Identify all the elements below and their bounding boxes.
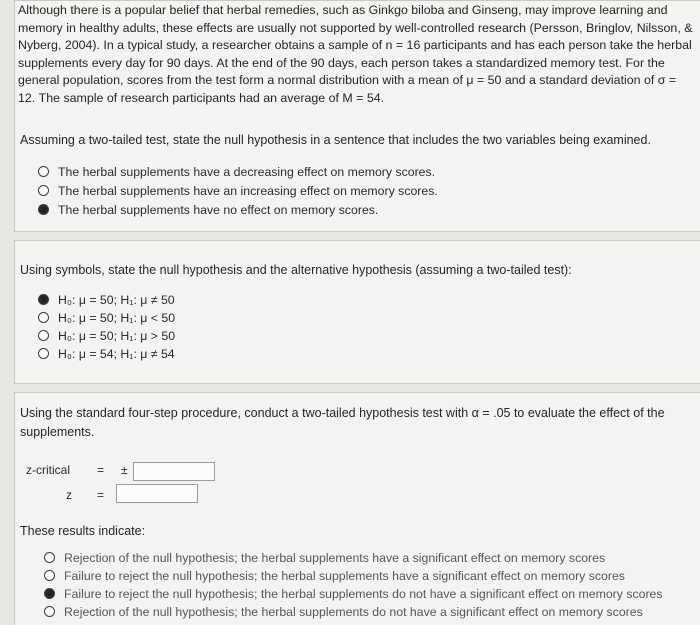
- equals-sign: =: [97, 488, 105, 502]
- z-input[interactable]: [116, 484, 198, 503]
- q2-prompt: Using symbols, state the null hypothesis and the alternative hypothesis (assuming a two-tailed test):: [20, 263, 572, 277]
- zcritical-label: z-critical: [26, 463, 70, 477]
- option-label: Failure to reject the null hypothesis; the herbal supplements have a significant effect on memory scores: [64, 568, 625, 583]
- radio-button[interactable]: [44, 606, 55, 617]
- plus-minus-sign: ±: [121, 463, 128, 477]
- option-label: The herbal supplements have no effect on memory scores.: [58, 202, 379, 217]
- q4-option-d[interactable]: [44, 603, 643, 620]
- q4-option-c[interactable]: [44, 585, 663, 602]
- radio-button[interactable]: [38, 166, 49, 177]
- option-label: Rejection of the null hypothesis; the herbal supplements have a significant effect on memory scores: [64, 550, 606, 565]
- option-label: The herbal supplements have a decreasing effect on memory scores.: [58, 164, 436, 179]
- q4-option-a[interactable]: [44, 549, 605, 566]
- option-label: Rejection of the null hypothesis; the herbal supplements do not have a significant effect on memory scores: [64, 604, 643, 619]
- q3-prompt: Using the standard four-step procedure, conduct a two-tailed hypothesis test with α = .05 to evaluate the effect of the supplements.: [20, 406, 665, 439]
- problem-passage: Although there is a popular belief that herbal remedies, such as Ginkgo biloba and Ginseng, may improve learning and memory in healthy adults, these effects are usually not supported by well-controlled research (Persson, Bringlov, Nilsson, & Nyberg, 2004). In a typical study, a researcher obtains a sample of n = 16 participants and has each person take the herbal supplements every day for 90 days. At the end of the 90 days, each person takes a standardized memory test. For the general population, scores from the test form a normal distribution with a mean of μ = 50 and a standard deviation of σ = 12. The sample of research participants had an average of M = 54.: [18, 3, 693, 105]
- q2-option-b[interactable]: [38, 309, 175, 326]
- radio-button[interactable]: [38, 312, 49, 323]
- equals-sign: =: [97, 463, 105, 477]
- q4-option-b[interactable]: [44, 567, 625, 584]
- q1-option-decreasing[interactable]: [38, 163, 435, 180]
- option-label: H₀: μ = 50; H₁: μ < 50: [58, 310, 176, 325]
- radio-button[interactable]: [38, 330, 49, 341]
- radio-button-selected[interactable]: [38, 204, 49, 215]
- q2-option-a[interactable]: [38, 291, 175, 308]
- q1-option-increasing[interactable]: [38, 182, 438, 199]
- radio-button[interactable]: [44, 570, 55, 581]
- option-label: H₀: μ = 50; H₁: μ > 50: [58, 328, 176, 343]
- q1-prompt: Assuming a two-tailed test, state the null hypothesis in a sentence that includes the two variables being examined.: [20, 133, 651, 147]
- q1-option-no-effect[interactable]: [38, 201, 378, 218]
- option-label: H₀: μ = 50; H₁: μ ≠ 50: [58, 292, 175, 307]
- radio-button[interactable]: [38, 348, 49, 359]
- radio-button-selected[interactable]: [38, 294, 49, 305]
- z-label: z: [66, 488, 72, 502]
- q2-option-c[interactable]: [38, 327, 175, 344]
- option-label: The herbal supplements have an increasing effect on memory scores.: [58, 183, 438, 198]
- radio-button[interactable]: [44, 552, 55, 563]
- radio-button-selected[interactable]: [44, 588, 55, 599]
- radio-button[interactable]: [38, 185, 49, 196]
- option-label: Failure to reject the null hypothesis; the herbal supplements do not have a significant effect on memory scores: [64, 586, 663, 601]
- q2-option-d[interactable]: [38, 345, 175, 362]
- option-label: H₀: μ = 54; H₁: μ ≠ 54: [58, 346, 175, 361]
- q4-prompt: These results indicate:: [20, 524, 146, 538]
- zcritical-input[interactable]: [133, 462, 215, 481]
